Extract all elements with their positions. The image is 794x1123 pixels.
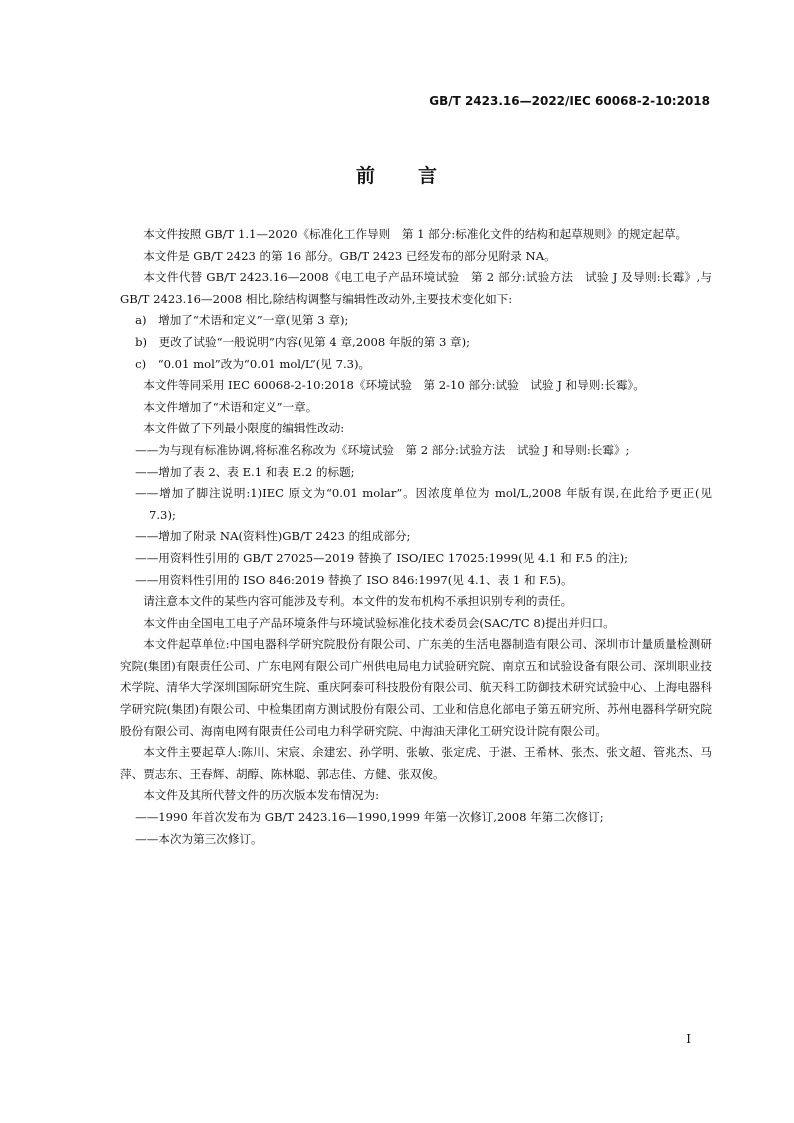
paragraph-drafters: 本文件主要起草人:陈川、宋宸、余建宏、孙学明、张敏、张定虎、于湛、王希林、张杰、张文超、管兆杰、马萍、贾志东、王春辉、胡醇、陈林聪、郭志佳、方健、张双俊。 <box>120 745 712 781</box>
dash-item-history-1: ——1990 年首次发布为 GB/T 2423.16—1990,1999 年第一次修订,2008 年第二次修订; <box>135 810 604 825</box>
list-item-a: a) 增加了“术语和定义”一章(见第 3 章); <box>135 313 349 328</box>
dash-item-gbt27025: ——用资料性引用的 GB/T 27025—2019 替换了 ISO/IEC 17025:1999(见 4.1 和 F.5 的注); <box>135 550 628 565</box>
paragraph-part-info: 本文件是 GB/T 2423 的第 16 部分。GB/T 2423 已经发布的部分见附录 NA。 <box>143 248 556 263</box>
paragraph-added-chapter: 本文件增加了“术语和定义”一章。 <box>143 399 318 414</box>
paragraph-patent-notice: 请注意本文件的某些内容可能涉及专利。本文件的发布机构不承担识别专利的责任。 <box>143 594 573 609</box>
foreword-body <box>120 224 712 850</box>
paragraph-drafting-units: 本文件起草单位:中国电器科学研究院股份有限公司、广东美的生活电器制造有限公司、深圳市计量质量检测研究院(集团)有限责任公司、广东电网有限公司广州供电局电力试验研究院、南京五和试验设备有限公司、深圳职业技术学院、清华大学深圳国际研究生院、重庆阿泰可科技股份有限公司、航天科工防御技术研究试验中心、上海电器科学研究院(集团)有限公司、中检集团南方测试股份有限公司、工业和信息化部电子第五研究所、苏州电器科学研究院股份有限公司、海南电网有限责任公司电力科学研究院、中海油天津化工研究设计院有限公司。 <box>120 637 712 738</box>
dash-item-annex-na: ——增加了附录 NA(资料性)GB/T 2423 的组成部分; <box>135 529 411 544</box>
page-number: I <box>686 1032 691 1046</box>
title-char-2: 言 <box>418 165 439 187</box>
standard-number-header: GB/T 2423.16—2022/IEC 60068-2-10:2018 <box>429 94 710 108</box>
list-item-b: b) 更改了试验“一般说明”内容(见第 4 章,2008 年版的第 3 章); <box>135 334 471 349</box>
title-char-1: 前 <box>355 165 376 187</box>
dash-item-table-titles: ——增加了表 2、表 E.1 和表 E.2 的标题; <box>135 464 355 479</box>
paragraph-history-intro: 本文件及其所代替文件的历次版本发布情况为: <box>143 788 379 803</box>
paragraph-replaces: 本文件代替 GB/T 2423.16—2008《电工电子产品环境试验 第 2 部分:试验方法 试验 J 及导则:长霉》,与 GB/T 2423.16—2008 相比,除结构调整与编辑性改动外,主要技术变化如下: <box>120 270 712 306</box>
dash-item-history-2: ——本次为第三次修订。 <box>135 831 263 846</box>
dash-item-iso846: ——用资料性引用的 ISO 846:2019 替换了 ISO 846:1997(见 4.1、表 1 和 F.5)。 <box>135 572 573 587</box>
dash-item-rename: ——为与现有标准协调,将标准名称改为《环境试验 第 2 部分:试验方法 试验 J 和导则:长霉》; <box>135 442 630 457</box>
paragraph-editorial-changes: 本文件做了下列最小限度的编辑性改动: <box>143 421 345 436</box>
paragraph-committee: 本文件由全国电工电子产品环境条件与环境试验标准化技术委员会(SAC/TC 8)提出并归口。 <box>143 615 615 630</box>
paragraph-identical-adoption: 本文件等同采用 IEC 60068-2-10:2018《环境试验 第 2-10 部分:试验 试验 J 和导则:长霉》。 <box>143 378 645 393</box>
paragraph-drafting-rules: 本文件按照 GB/T 1.1—2020《标准化工作导则 第 1 部分:标准化文件的结构和起草规则》的规定起草。 <box>143 227 688 241</box>
list-item-c: c) “0.01 mol”改为“0.01 mol/L”(见 7.3)。 <box>135 356 371 371</box>
dash-item-footnote: ——增加了脚注说明:1)IEC 原文为“0.01 molar”。因浓度单位为 mol/L,2008 年版有误,在此给予更正(见 7.3); <box>135 486 712 522</box>
page-title <box>0 161 794 188</box>
